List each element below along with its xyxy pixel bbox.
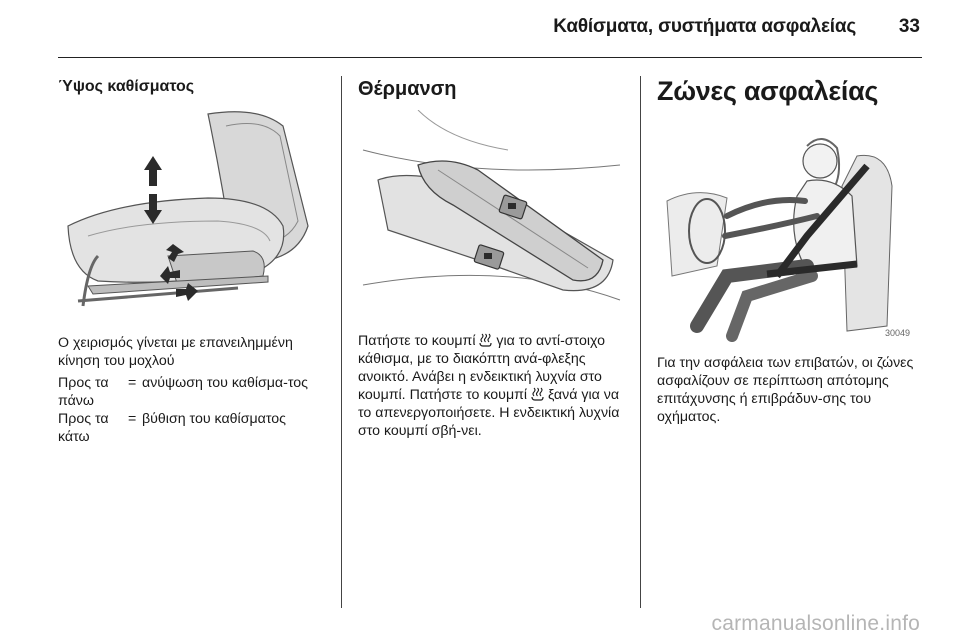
column-divider [640,76,641,608]
definition-equals: = [128,411,137,427]
seat-height-illustration [58,106,328,318]
heating-instructions [358,332,624,440]
page-number: 33 [898,16,920,37]
definition-term: Προς τα πάνω [58,375,109,409]
column-seat-belts [657,72,922,612]
seat-heating-icon [479,333,492,347]
definition-value: ανύψωση του καθίσμα-τος [142,375,308,391]
definition-value: βύθιση του καθίσματος [142,411,286,427]
heating-text-part2: για το αντί-στοιχο κάθισμα, με το διακόπτη ανά-φλεξης ανοικτό. Ανάβει η ενδεικτική λυχνία στο κουμπί. Πατήστε το κουμπί [358,333,605,403]
operation-text: Ο χειρισμός γίνεται με επανειλημμένη κίνηση του μοχλού [58,335,293,369]
column-seat-height [58,72,328,612]
section-heading: Ύψος καθίσματος [58,78,195,95]
seat-heating-icon [531,387,544,401]
heated-seat-buttons-illustration [358,110,624,320]
heating-text-part1: Πατήστε το κουμπί [358,333,476,349]
section-heading: Θέρμανση [358,78,457,100]
section-heading: Ζώνες ασφαλείας [657,76,879,106]
header-rule [58,57,922,58]
figure-code: 30049 [885,328,911,338]
running-header-title: Καθίσματα, συστήματα ασφαλείας [553,16,856,37]
seat-height-definitions [58,374,317,446]
definition-row [58,410,317,446]
column-heating [358,72,626,612]
definition-equals: = [128,375,137,391]
definition-row [58,374,317,410]
heating-text-part3: ξανά για να το απενεργοποιήσετε. Η ενδεικτική λυχνία στο κουμπί σβή-νει. [358,387,620,439]
watermark: carmanualsonline.info [711,612,920,635]
column-divider [341,76,342,608]
seat-belt-illustration [657,126,921,342]
seat-belt-text: Για την ασφάλεια των επιβατών, οι ζώνες ασφαλίζουν σε περίπτωση απότομης επιτάχυνσης ή επιβράδυν-σης του οχήματος. [657,355,914,425]
definition-term: Προς τα κάτω [58,411,109,445]
